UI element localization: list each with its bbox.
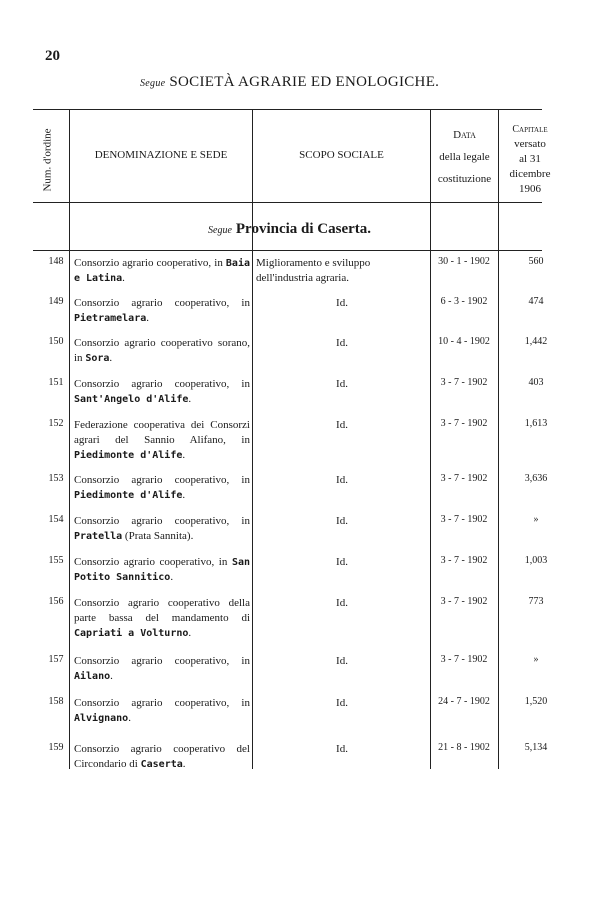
name-suffix: .	[128, 712, 131, 724]
row-name	[74, 377, 250, 407]
row-scope: Id.	[336, 597, 348, 609]
name-suffix: .	[146, 312, 149, 324]
row-number: 149	[48, 296, 64, 307]
seat-name: Piedimonte d'Alife	[74, 450, 183, 461]
name-text: Federazione cooperativa dei Consorzi agrari del Sannio Alifano, in	[74, 419, 250, 446]
name-text: Consorzio agrario cooperativo sorano, in	[74, 337, 250, 364]
name-text: Consorzio agrario cooperativo, in	[74, 556, 228, 568]
divider-num	[69, 109, 70, 769]
row-number: 148	[48, 256, 64, 267]
row-capital: 773	[528, 596, 544, 607]
seat-name: Alvignano	[74, 713, 129, 724]
seat-name: Sora	[85, 353, 110, 364]
row-date: 3 - 7 - 1902	[440, 596, 488, 607]
seat-name: Pietramelara	[74, 313, 147, 324]
row-scope: Id.	[336, 515, 348, 527]
row-scope: Id.	[336, 556, 348, 568]
row-date: 6 - 3 - 1902	[440, 296, 488, 307]
row-capital: »	[533, 514, 539, 525]
row-name	[74, 336, 250, 366]
name-suffix: .	[182, 758, 186, 770]
seat-name: Capriati a Volturno	[74, 628, 189, 639]
name-suffix: .	[109, 352, 113, 364]
name-text: Consorzio agrario cooperativo, in	[74, 697, 250, 709]
row-name	[74, 473, 250, 503]
row-capital: 3,636	[524, 473, 548, 484]
row-number: 156	[48, 596, 64, 607]
row-scope: Id.	[336, 697, 348, 709]
name-text: Consorzio agrario cooperativo, in	[74, 297, 250, 309]
col-header-name: DENOMINAZIONE E SEDE	[94, 149, 228, 161]
row-name	[74, 555, 250, 585]
row-scope: Id.	[336, 419, 348, 431]
row-scope: Id.	[336, 655, 348, 667]
row-date: 3 - 7 - 1902	[440, 555, 488, 566]
row-scope: Id.	[336, 337, 348, 349]
row-date: 3 - 7 - 1902	[440, 418, 488, 429]
row-scope: Id.	[336, 743, 348, 755]
row-scope: Miglioramento e sviluppo dell'industria agraria.	[256, 257, 371, 284]
name-suffix: .	[110, 670, 113, 682]
name-suffix: .	[182, 489, 186, 501]
row-number: 153	[48, 473, 64, 484]
row-date: 21 - 8 - 1902	[438, 742, 490, 753]
header-bottom-rule	[33, 202, 542, 203]
row-date: 10 - 4 - 1902	[438, 336, 490, 347]
section-rule	[33, 250, 542, 251]
name-text: Consorzio agrario cooperativo, in	[74, 655, 250, 667]
seat-name: Sant'Angelo d'Alife	[74, 394, 189, 405]
seat-name: Ailano	[74, 671, 111, 682]
row-number: 159	[48, 742, 64, 753]
page-title	[140, 74, 439, 91]
row-date: 24 - 7 - 1902	[438, 696, 490, 707]
row-capital: 5,134	[524, 742, 548, 753]
name-suffix: .	[188, 393, 192, 405]
row-date: 3 - 7 - 1902	[440, 654, 488, 665]
title-prefix: Segue	[140, 78, 166, 89]
row-capital: 1,520	[524, 696, 548, 707]
table-top-rule	[33, 109, 542, 110]
section-title: Segue Provincia di Caserta.	[208, 221, 372, 237]
row-capital: »	[533, 654, 539, 665]
row-name	[74, 256, 250, 286]
row-capital: 560	[528, 256, 544, 267]
row-scope: Id.	[336, 297, 348, 309]
row-capital: 1,613	[524, 418, 548, 429]
row-date: 3 - 7 - 1902	[440, 377, 488, 388]
row-number: 152	[48, 418, 64, 429]
name-suffix: .	[182, 449, 186, 461]
name-text: Consorzio agrario cooperativo della parte bassa del mandamento di	[74, 597, 250, 624]
seat-name: Caserta	[140, 759, 183, 770]
seat-name: Pratella	[74, 531, 123, 542]
title-text: SOCIETÀ AGRARIE ED ENOLOGICHE.	[169, 74, 440, 90]
seat-name: Baia e Latina	[74, 258, 250, 284]
row-scope: Id.	[336, 378, 348, 390]
row-number: 150	[48, 336, 64, 347]
name-text: Consorzio agrario cooperativo, in	[74, 474, 250, 486]
row-number: 157	[48, 654, 64, 665]
col-header-scope: SCOPO SOCIALE	[299, 149, 384, 161]
name-text: Consorzio agrario cooperativo del Circondario di	[74, 743, 250, 770]
col-header-date: Data della legale costituzione	[437, 129, 492, 185]
name-text: Consorzio agrario cooperativo, in	[74, 378, 250, 390]
row-capital: 474	[528, 296, 544, 307]
col-header-num: Num. d'ordine	[42, 128, 54, 192]
name-suffix: (Prata Sannita).	[122, 530, 194, 542]
divider-scope	[430, 109, 431, 769]
seat-name: San Potito Sannitico	[74, 557, 250, 583]
row-date: 3 - 7 - 1902	[440, 473, 488, 484]
row-capital: 1,442	[524, 336, 548, 347]
name-text: Consorzio agrario cooperativo, in	[74, 515, 250, 527]
page-number: 20	[45, 48, 60, 64]
name-suffix: .	[170, 571, 174, 583]
divider-date	[498, 109, 499, 769]
col-header-capital: Capitale versato al 31 dicembre 1906	[509, 124, 551, 195]
row-name	[74, 514, 250, 544]
row-number: 151	[48, 377, 64, 388]
row-name	[74, 742, 250, 772]
row-date: 3 - 7 - 1902	[440, 514, 488, 525]
seat-name: Piedimonte d'Alife	[74, 490, 183, 501]
row-date: 30 - 1 - 1902	[438, 256, 490, 267]
row-name	[74, 296, 250, 326]
row-number: 154	[48, 514, 64, 525]
row-name	[74, 418, 250, 463]
row-name	[74, 696, 250, 726]
row-number: 158	[48, 696, 64, 707]
row-capital: 403	[528, 377, 544, 388]
name-suffix: .	[188, 627, 192, 639]
row-scope: Id.	[336, 474, 348, 486]
row-number: 155	[48, 555, 64, 566]
row-name	[74, 596, 250, 641]
row-capital: 1,003	[524, 555, 548, 566]
divider-name	[252, 109, 253, 769]
name-suffix: .	[122, 272, 125, 284]
row-name	[74, 654, 250, 684]
name-text: Consorzio agrario cooperativo, in	[74, 257, 223, 269]
